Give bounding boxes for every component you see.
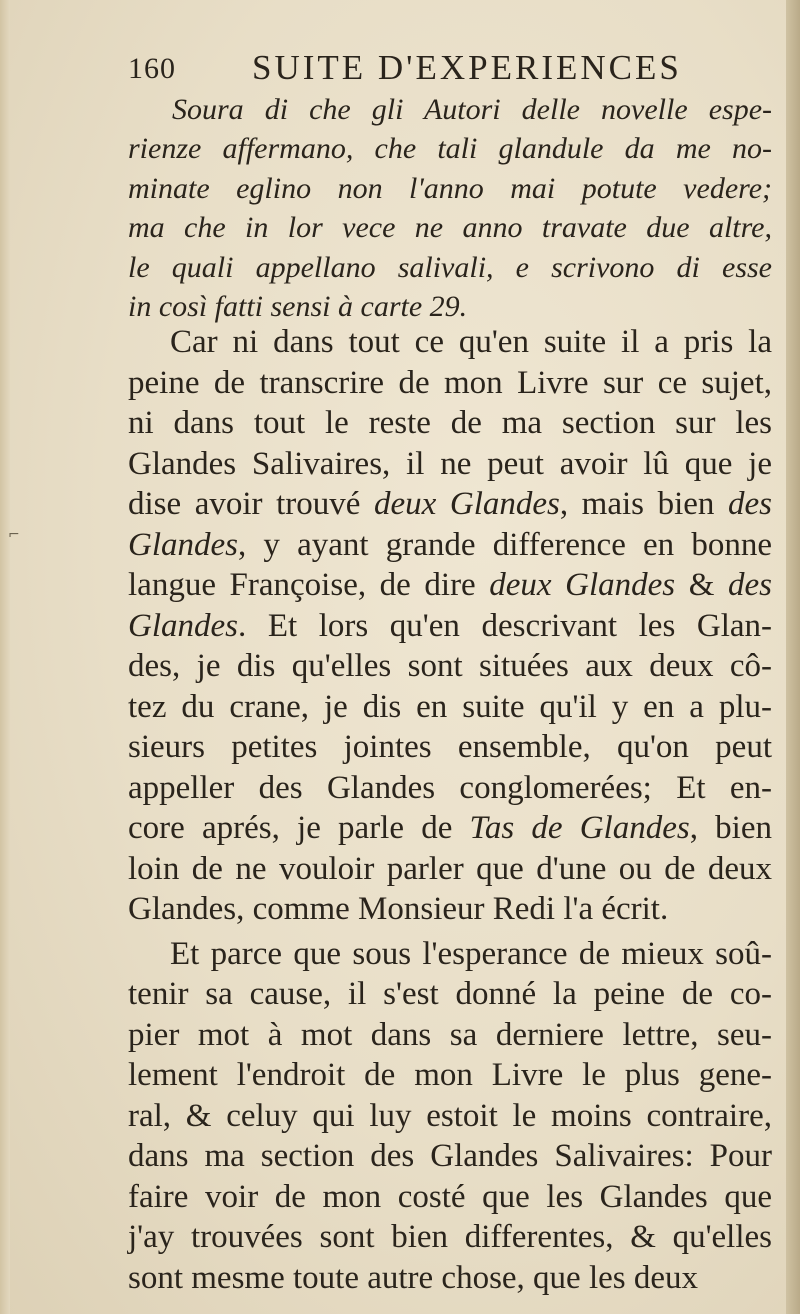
italian-quotation — [128, 90, 772, 326]
body-line: lement l'endroit de mon Livre le plus gene- — [128, 1057, 772, 1093]
body-line: loin de ne vouloir parler que d'une ou de deux — [128, 850, 772, 887]
quote-line: rienze affermano, che tali glandule da me no- — [128, 132, 772, 166]
italic-term: des — [727, 486, 772, 522]
quote-line: Soura di che gli Autori delle novelle espe- — [172, 93, 772, 126]
quote-line: ma che in lor vece ne anno travate due altre, — [128, 211, 772, 245]
text-run: langue Françoise, de dire — [128, 567, 490, 603]
body-line: ral, & celuy qui luy estoit le moins contraire, — [128, 1097, 772, 1134]
text-run: & — [675, 567, 728, 603]
body-line — [128, 484, 772, 525]
page-edge — [786, 0, 800, 1314]
body-line — [128, 525, 772, 566]
body-line — [128, 606, 772, 647]
body-line: Glandes Salivaires, il ne peut avoir lû que je — [128, 445, 772, 482]
body-line: tez du crane, je dis en suite qu'il y en a plu- — [128, 688, 772, 725]
quote-line: minate eglino non l'anno mai potute vedere; — [128, 171, 772, 205]
quote-line: in così fatti sensi à carte 29. — [128, 290, 468, 324]
page-header — [128, 46, 768, 94]
body-line: Car ni dans tout ce qu'en suite il a pris la — [170, 324, 772, 360]
text-run: , mais bien — [559, 486, 728, 522]
text-run: , bien — [689, 810, 772, 846]
italic-term: Glandes — [128, 526, 238, 563]
body-line: dans ma section des Glandes Salivaires: Pour — [128, 1138, 772, 1174]
italic-term: deux Glandes — [374, 486, 560, 522]
body-line: appeller des Glandes conglomerées; Et en- — [128, 769, 772, 806]
text-run: dise avoir trouvé — [128, 486, 374, 522]
italic-term: Glandes — [128, 607, 238, 644]
body-line: des, je dis qu'elles sont situées aux deux cô- — [128, 648, 772, 684]
body-line — [128, 565, 772, 606]
text-run: , y ayant grande difference en bonne — [238, 526, 772, 563]
italic-term: des — [728, 567, 772, 603]
body-line: tenir sa cause, il s'est donné la peine de co- — [128, 976, 772, 1012]
margin-mark: ⌐ — [8, 527, 20, 543]
text-run: core aprés, je parle de — [128, 810, 470, 846]
body-line: sont mesme toute autre chose, que les deux — [128, 1259, 699, 1296]
body-line: ni dans tout le reste de ma section sur les — [128, 405, 772, 441]
quote-line: le quali appellano salivali, e scrivono di esse — [128, 250, 772, 284]
body-text — [128, 322, 772, 1298]
running-head: SUITE D'EXPERIENCES — [252, 48, 682, 87]
body-line: Glandes, comme Monsieur Redi l'a écrit. — [128, 891, 669, 927]
body-line: Et parce que sous l'esperance de mieux soû- — [170, 935, 772, 972]
body-line: j'ay trouvées sont bien differentes, & qu'elles — [128, 1219, 772, 1255]
body-line: peine de transcrire de mon Livre sur ce sujet, — [128, 364, 772, 401]
body-line: pier mot à mot dans sa derniere lettre, seu- — [128, 1016, 772, 1053]
page-number: 160 — [128, 52, 176, 85]
body-line: faire voir de mon costé que les Glandes que — [128, 1178, 772, 1215]
italic-term: deux Glandes — [489, 567, 676, 603]
text-run: . Et lors qu'en descrivant les Glan- — [238, 607, 772, 644]
page-gutter-shadow — [0, 0, 10, 1314]
body-line: sieurs petites jointes ensemble, qu'on peut — [128, 729, 772, 765]
body-line — [128, 808, 772, 849]
italic-term: Tas de Glandes — [469, 810, 690, 846]
